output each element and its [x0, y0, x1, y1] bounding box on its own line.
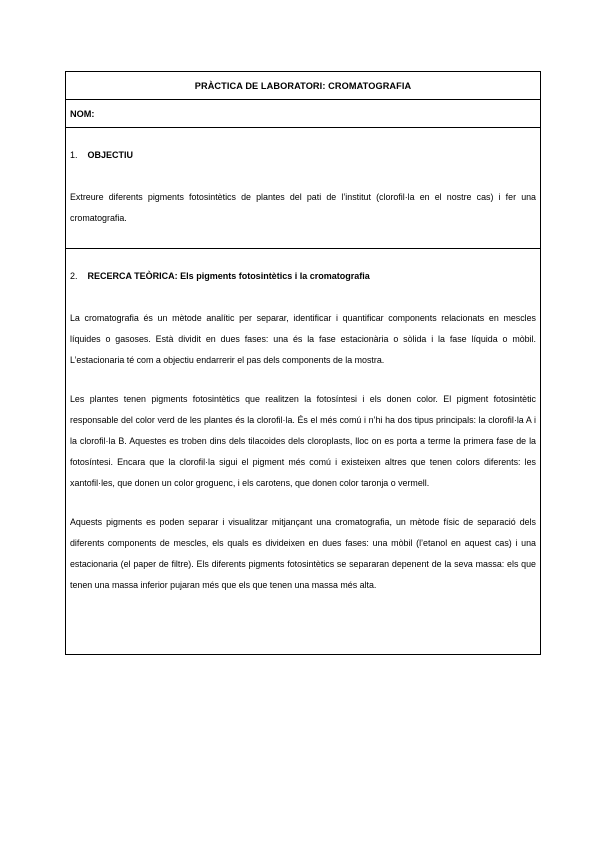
theory-paragraph-3: Aquests pigments es poden separar i visualitzar mitjançant una cromatografia, un mètode físic de separació dels diferents components de mescles, els quals es divideixen en dues fases: una mòbil (l’etanol en aquest cas) i una estacionaria (el paper de filtre). Els diferents pigments fotosintètics se separaran depenent de la seva massa: els que tenen una massa inferior pujaran més que els que tenen una massa més alta. — [70, 517, 536, 590]
theory-section — [66, 249, 540, 654]
theory-heading — [70, 266, 536, 287]
theory-heading-text: RECERCA TEÒRICA: Els pigments fotosintètics i la cromatografia — [87, 271, 370, 281]
objective-heading — [70, 145, 536, 166]
name-field-label: NOM: — [66, 100, 540, 128]
worksheet-table — [65, 71, 541, 655]
theory-paragraph-1: La cromatografia és un mètode analític per separar, identificar i quantificar components relacionats en mescles líquides o gasoses. Està dividit en dues fases: una és la fase estacionària o sòlida i la fase líquida o mòbil. L’estacionaria té com a objectiu endarrerir el pas dels components de la mostra. — [70, 313, 536, 365]
objective-heading-text: OBJECTIU — [87, 150, 134, 160]
document-title: PRÀCTICA DE LABORATORI: CROMATOGRAFIA — [66, 72, 540, 100]
theory-number: 2. — [70, 271, 78, 281]
objective-number: 1. — [70, 150, 78, 160]
objective-section — [66, 128, 540, 249]
theory-paragraph-2: Les plantes tenen pigments fotosintètics que realitzen la fotosíntesi i els donen color. El pigment fotosintètic responsable del color verd de les plantes és la clorofil·la. És el més comú i n’hi ha dos tipus principals: la clorofil·la A i la clorofil·la B. Aquestes es troben dins dels tilacoides dels cloroplasts, lloc on es porta a terme la primera fase de la fotosíntesi. Encara que la clorofil·la sigui el pigment més comú i existeixen altres que tenen colors diferents: les xantofil·les, que donen un color groguenc, i els carotens, que donen color taronja o vermell. — [70, 394, 536, 488]
objective-text: Extreure diferents pigments fotosintètics de plantes del pati de l’institut (clorofil·la en el nostre cas) i fer una cromatografia. — [70, 192, 536, 223]
